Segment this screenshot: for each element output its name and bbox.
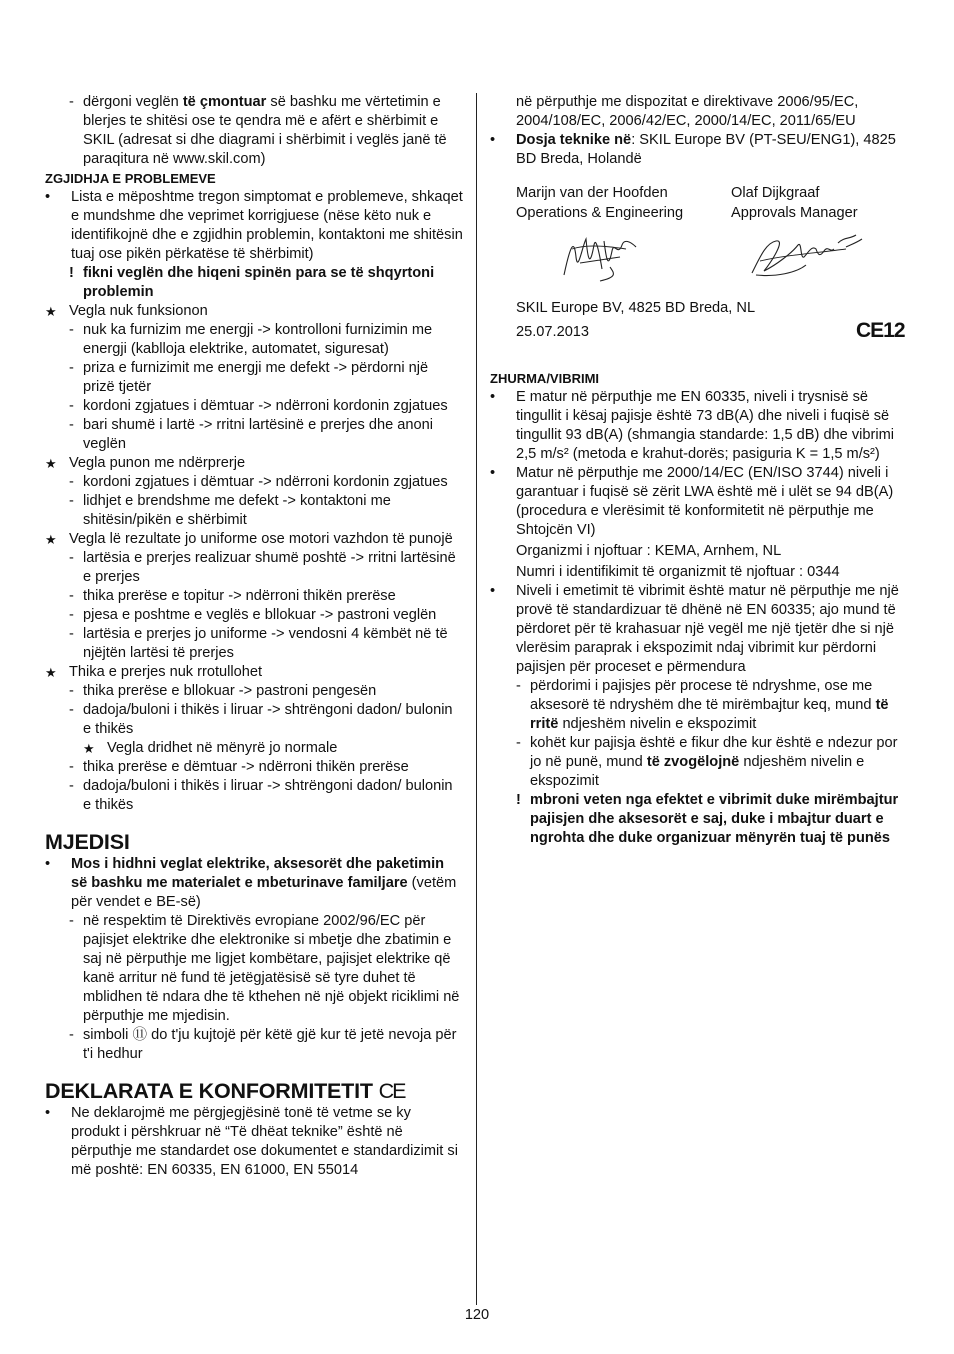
environment-heading: MJEDISI: [45, 830, 130, 854]
company-address: SKIL Europe BV, 4825 BD Breda, NL: [516, 300, 756, 316]
signatures: [490, 223, 910, 293]
list-item: • Mos i hidhni veglat elektrike, aksesorët dhe paketimin së bashku me materialet e mbeturinave familjare (vetëm për vendet e BE-së): [45, 855, 463, 912]
list-item: - kordoni zgjatues i dëmtuar -> ndërroni kordonin zgjatues: [45, 397, 463, 416]
list-item: - bari shumë i lartë -> rritni lartësinë e prerjes dhe anoni veglën: [45, 416, 463, 454]
list-item: - thika prerëse e bllokuar -> pastroni pengesën: [45, 682, 463, 701]
ce12-mark: CE12: [856, 319, 905, 342]
list-item: - thika prerëse e topitur -> ndërroni thikën prerëse: [45, 587, 463, 606]
place-date: [490, 293, 910, 357]
list-item: - lidhjet e brendshme me defekt -> kontaktoni me shitësin/pikën e shërbimit: [45, 492, 463, 530]
list-item: - dadoja/buloni i thikës i liruar -> shtrëngoni dadon/ bulonin e thikës: [45, 701, 463, 739]
signature-image: [746, 227, 866, 281]
list-item: - priza e furnizimit me energji me defekt -> përdorni një prizë tjetër: [45, 359, 463, 397]
declaration-heading: DEKLARATA E KONFORMITETIT CE: [45, 1079, 405, 1103]
right-column: [490, 93, 910, 848]
list-item: • E matur në përputhje me EN 60335, niveli i trysnisë së tingullit i kësaj pajisje është 73 dB(A) dhe niveli i fuqisë së tingullit 93 dB(A) (shmangia standarde: 1,5 dB) dhe vibrimi 2,5 m/s² (metoda e krahut-dorës; pasiguria K = 1,5 m/s²): [490, 388, 910, 464]
list-item: - lartësia e prerjes jo uniforme -> vendosni 4 këmbët në të njëjtën lartësi të prerjes: [45, 625, 463, 663]
list-item: - nuk ka furnizim me energji -> kontrolloni furnizimin me energji (kablloja elektrike, automatet, siguresat): [45, 321, 463, 359]
list-item: - kordoni zgjatues i dëmtuar -> ndërroni kordonin zgjatues: [45, 473, 463, 492]
troubleshoot-heading: ZGJIDHJA E PROBLEMEVE: [45, 171, 216, 186]
list-item: - kohët kur pajisja është e fikur dhe kur është e ndezur por jo në punë, mund të zvogëlojnë ndjeshëm nivelin e ekspozimit: [490, 734, 910, 791]
column-divider: [476, 93, 477, 1305]
list-item: - lartësia e prerjes realizuar shumë poshtë -> rritni lartësinë e prerjes: [45, 549, 463, 587]
signatory-title: Operations & Engineering: [516, 205, 684, 221]
list-item: - dadoja/buloni i thikës i liruar -> shtrëngoni dadon/ bulonin e thikës: [45, 777, 463, 815]
page-number: 120: [464, 1307, 490, 1323]
symptom-item: ★ Vegla punon me ndërprerje: [45, 454, 463, 473]
list-item: - dërgoni veglën të çmontuar së bashku me vërtetimin e blerjes te shitësi ose te qendra më e afërt e shërbimit e SKIL (adresat si dhe diagrami i shërbimit i veglës janë të paraqitura në www.skil.com): [45, 93, 463, 169]
declaration-date: 25.07.2013: [516, 324, 590, 340]
ce-icon: CE: [378, 1079, 405, 1103]
symptom-item: ★ Vegla lë rezultate jo uniforme ose motori vazhdon të punojë: [45, 530, 463, 549]
list-item: • Dosja teknike në: SKIL Europe BV (PT-SEU/ENG1), 4825 BD Breda, Holandë: [490, 131, 910, 169]
list-item: - thika prerëse e dëmtuar -> ndërroni thikën prerëse: [45, 758, 463, 777]
list-item: • Ne deklarojmë me përgjegjësinë tonë të vetme se ky produkt i përshkruar në “Të dhëat teknike” është në përputhje me standardet ose dokumentet e standardizimit si më poshtë: EN 60335, EN 61000, EN 55014: [45, 1104, 463, 1180]
signature-image: [560, 227, 640, 283]
signatory-title: Approvals Manager: [731, 205, 858, 221]
symptom-item: ★ Vegla dridhet në mënyrë jo normale: [45, 739, 463, 758]
list-item: • Lista e mëposhtme tregon simptomat e problemeve, shkaqet e mundshme dhe veprimet korrigjuese (nëse këto nuk e identifikojnë dhe e zgjidhin problemin, kontaktoni me shitësin tuaj ose pikën përkatëse të shërbimit): [45, 188, 463, 264]
list-item: - në respektim të Direktivës evropiane 2002/96/EC për pajisjet elektrike dhe elektronike si mbetje dhe zbatimin e saj në përputhje me ligjet kombëtare, pajisjet elektrike që kanë arritur në fund të jetëgjatësisë së tyre duhet të mblidhen të ndara dhe të kthehen në një objekt riciklimi në përputhje me mjedisin.: [45, 912, 463, 1026]
list-item: - përdorimi i pajisjes për procese të ndryshme, ose me aksesorë të ndryshëm dhe të mirëmbajtur keq, mund të rritë ndjeshëm nivelin e ekspozimit: [490, 677, 910, 734]
list-item: • Niveli i emetimit të vibrimit është matur në përputhje me një provë të standardizuar të dhënë në EN 60335; ajo mund të përdoret për të krahasuar një vegël me një tjetër dhe si një vlerësim paraprak i ekspozimit ndaj vibrimit kur përdorni pajisjen për proceset e përmendura: [490, 582, 910, 677]
list-item: - pjesa e poshtme e veglës e bllokuar -> pastroni veglën: [45, 606, 463, 625]
list-item: - simboli ⑪ do t'ju kujtojë për këtë gjë kur të jetë nevoja për t'i hedhur: [45, 1026, 463, 1064]
left-column: [45, 93, 463, 1180]
signatory-name: Marijn van der Hoofden: [516, 185, 668, 201]
warning-item: ! fikni veglën dhe hiqeni spinën para se të shqyrtoni problemin: [45, 264, 463, 302]
signatory-name: Olaf Dijkgraaf: [731, 185, 820, 201]
noise-heading: ZHURMA/VIBRIMI: [490, 371, 600, 386]
warning-item: ! mbroni veten nga efektet e vibrimit duke mirëmbajtur pajisjen dhe aksesorët e saj, duke i mbajtur duart e ngrohta dhe duke organizuar mënyrën tuaj të punës: [490, 791, 910, 848]
list-item: • Matur në përputhje me 2000/14/EC (EN/ISO 3744) niveli i garantuar i fuqisë së zërit LWA është më i ulët se 94 dB(A) (procedura e vlerësimit të konformitetit në përputhje me Shtojcën VI) Organizmi i njoftuar : KEMA, Arnhem, NL Numri i identifikimit të organizmit të njoftuar : 0344: [490, 464, 910, 582]
signatories: [490, 183, 910, 223]
paragraph: në përputhje me dispozitat e direktivave 2006/95/EC, 2004/108/EC, 2006/42/EC, 2000/14/EC, 2011/65/EU: [516, 94, 859, 129]
symptom-item: ★ Vegla nuk funksionon: [45, 302, 463, 321]
symptom-item: ★ Thika e prerjes nuk rrotullohet: [45, 663, 463, 682]
